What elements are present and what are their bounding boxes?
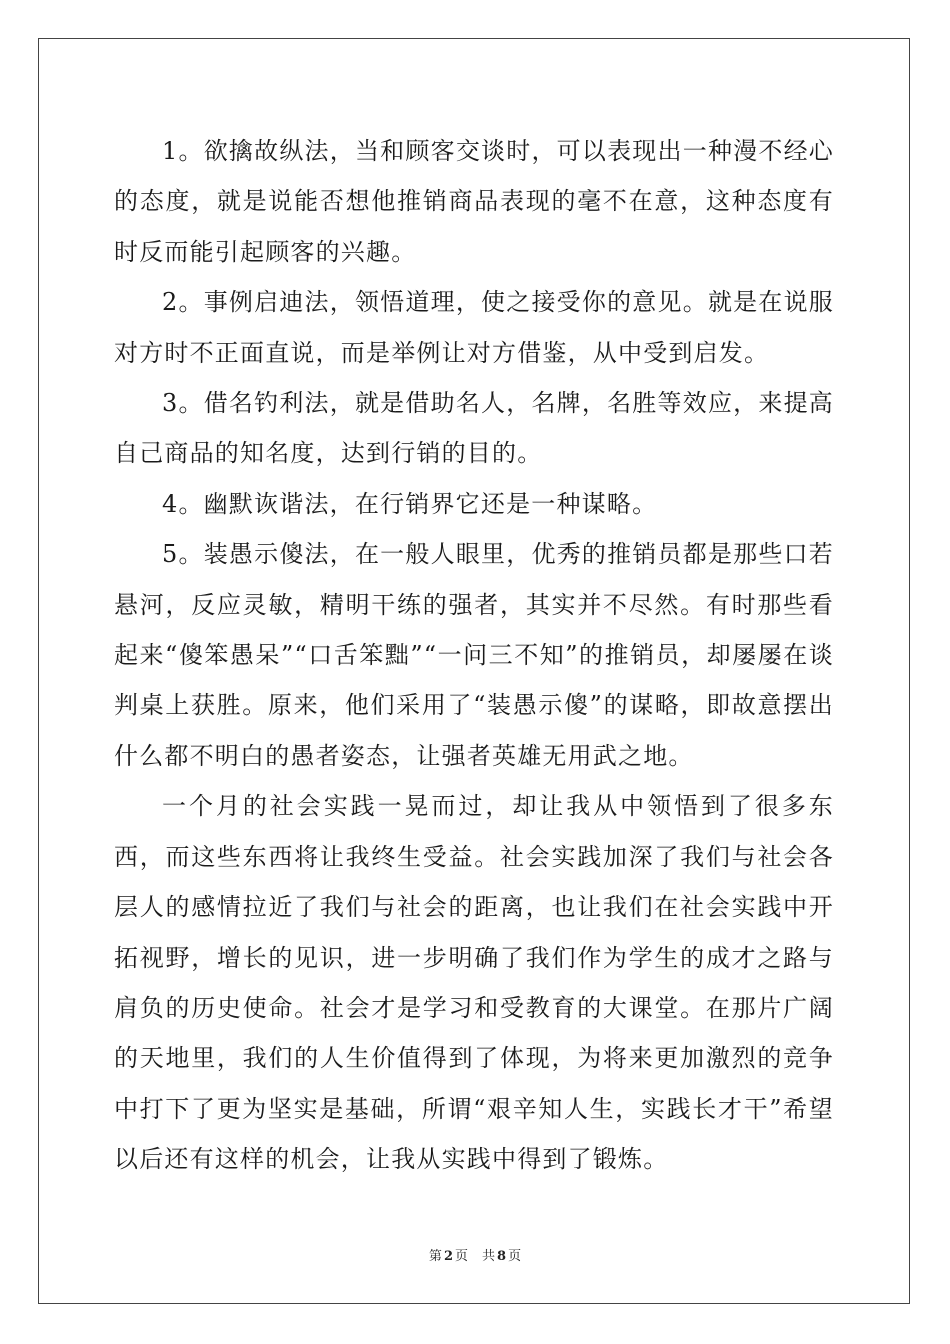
footer-current-page: 2 xyxy=(443,1249,453,1264)
page-footer xyxy=(0,1249,950,1265)
paragraph-2: 2。事例启迪法，领悟道理，使之接受你的意见。就是在说服对方时不正面直说，而是举例让对方借鉴，从中受到启发。 xyxy=(114,288,834,367)
footer-total-pages: 8 xyxy=(497,1249,507,1264)
footer-total-prefix: 共 xyxy=(482,1249,496,1264)
paragraph-4: 4。幽默诙谐法，在行销界它还是一种谋略。 xyxy=(162,489,658,518)
paragraph-3: 3。借名钓利法，就是借助名人，名牌，名胜等效应，来提高自己商品的知名度，达到行销的目的。 xyxy=(114,389,834,468)
document-body xyxy=(114,126,834,1185)
paragraph-6: 一个月的社会实践一晃而过，却让我从中领悟到了很多东西，而这些东西将让我终生受益。社会实践加深了我们与社会各层人的感情拉近了我们与社会的距离，也让我们在社会实践中开拓视野，增长的见识，进一步明确了我们作为学生的成才之路与肩负的历史使命。社会才是学习和受教育的大课堂。在那片广阔的天地里，我们的人生价值得到了体现，为将来更加激烈的竞争中打下了更为坚实是基础，所谓“艰辛知人生，实践长才干”希望以后还有这样的机会，让我从实践中得到了锻炼。 xyxy=(114,792,834,1174)
footer-prefix: 第 xyxy=(428,1249,442,1264)
footer-total-suffix: 页 xyxy=(508,1249,522,1264)
paragraph-1: 1。欲擒故纵法，当和顾客交谈时，可以表现出一种漫不经心的态度，就是说能否想他推销商品表现的毫不在意，这种态度有时反而能引起顾客的兴趣。 xyxy=(114,137,834,266)
paragraph-5: 5。装愚示傻法，在一般人眼里，优秀的推销员都是那些口若悬河，反应灵敏，精明干练的强者，其实并不尽然。有时那些看起来“傻笨愚呆”“口舌笨黜”“一问三不知”的推销员，却屡屡在谈判桌上获胜。原来，他们采用了“装愚示傻”的谋略，即故意摆出什么都不明白的愚者姿态，让强者英雄无用武之地。 xyxy=(114,540,834,770)
footer-page-suffix: 页 xyxy=(454,1249,468,1264)
